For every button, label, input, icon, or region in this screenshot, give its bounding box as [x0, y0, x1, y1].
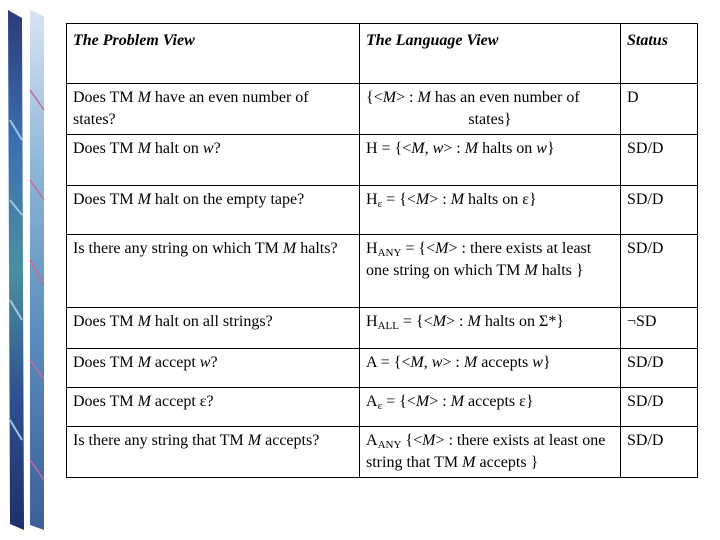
status-cell: SD/D — [621, 186, 698, 235]
status-cell: SD/D — [621, 135, 698, 186]
table-row — [67, 135, 698, 186]
language-cell: $H_{ANY} = \{<M>$ : there exists at least one string on which TM M halts } — [360, 235, 621, 308]
table-row — [67, 84, 698, 135]
header-problem-view: The Problem View — [67, 24, 360, 84]
problem-cell: Is there any string that TM M accepts? — [67, 427, 360, 478]
problem-cell: Does TM M have an even number of states? — [67, 84, 360, 135]
language-cell: A = {<M, w> : M accepts w} — [360, 349, 621, 388]
language-cell: $A_\varepsilon = \{<M>$ : M accepts ε} — [360, 388, 621, 427]
table-row — [67, 235, 698, 308]
status-cell: D — [621, 84, 698, 135]
language-cell: {<M> : M has an even number of states} — [360, 84, 621, 135]
problem-cell: Does TM M accept ε? — [67, 388, 360, 427]
comparison-table-wrapper — [66, 23, 697, 478]
language-cell: H = {<M, w> : M halts on w} — [360, 135, 621, 186]
table-header-row — [67, 24, 698, 84]
status-cell: SD/D — [621, 349, 698, 388]
status-cell: SD/D — [621, 235, 698, 308]
table-row — [67, 186, 698, 235]
header-language-view: The Language View — [360, 24, 621, 84]
status-cell: SD/D — [621, 427, 698, 478]
header-status: Status — [621, 24, 698, 84]
problem-language-table — [66, 23, 698, 478]
table-row — [67, 388, 698, 427]
problem-cell: Is there any string on which TM M halts? — [67, 235, 360, 308]
table-row — [67, 308, 698, 349]
status-cell: SD/D — [621, 388, 698, 427]
problem-cell: Does TM M halt on the empty tape? — [67, 186, 360, 235]
language-cell: $A_{ANY}$ {<M> : there exists at least one string that TM M accepts } — [360, 427, 621, 478]
decorative-side-strip — [0, 0, 50, 540]
table-row — [67, 349, 698, 388]
problem-cell: Does TM M accept w? — [67, 349, 360, 388]
problem-cell: Does TM M halt on all strings? — [67, 308, 360, 349]
language-cell: $H_{ALL} = \{<M>$ : M halts on Σ*} — [360, 308, 621, 349]
language-cell: $H_\varepsilon = \{<M>$ : M halts on ε} — [360, 186, 621, 235]
status-cell: ¬SD — [621, 308, 698, 349]
problem-cell: Does TM M halt on w? — [67, 135, 360, 186]
table-row — [67, 427, 698, 478]
